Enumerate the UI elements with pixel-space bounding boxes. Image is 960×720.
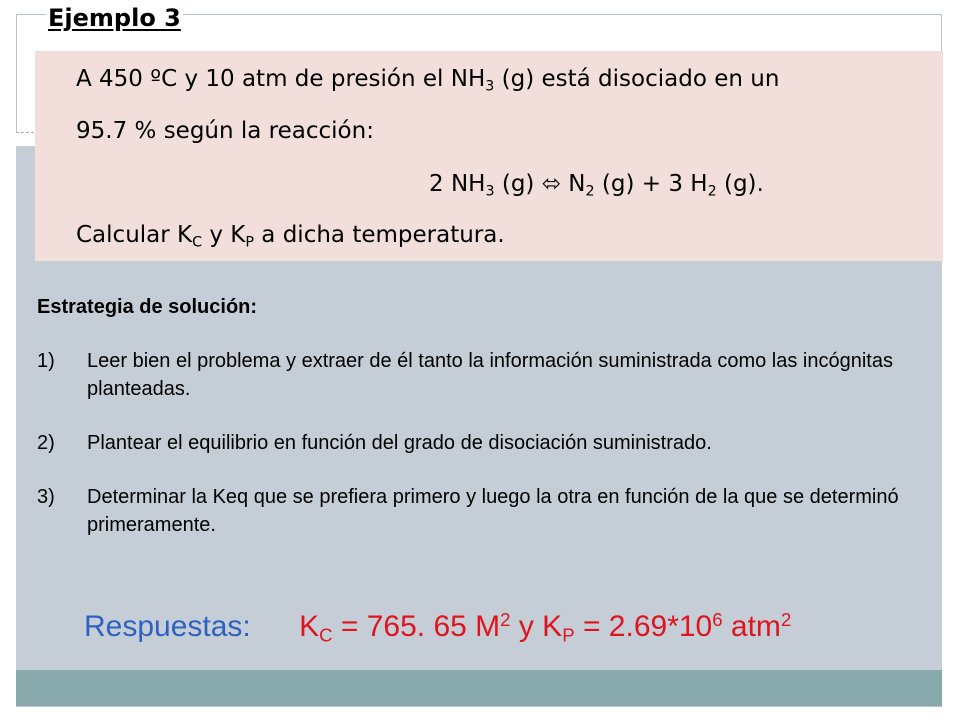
strategy-step (37, 429, 937, 457)
strategy-step (37, 483, 937, 539)
strategy-title: Estrategia de solución: (37, 296, 258, 318)
problem-box (35, 51, 943, 261)
strategy-step (37, 347, 937, 403)
step-number: 3) (37, 486, 55, 508)
problem-line-4: Calcular $K_C$ y $K_P$ a dicha temperatura. (76, 222, 505, 251)
step-text: Determinar la Keq que se prefiera primero y luego la otra en función de la que se determinó primeramente. (87, 486, 899, 536)
step-text: Plantear el equilibrio en función del grado de disociación suministrado. (87, 432, 712, 454)
slide-title: Ejemplo 3 (48, 4, 181, 32)
step-number: 1) (37, 350, 55, 372)
footer-band (16, 670, 942, 706)
reaction-equation: 2 $NH_3$ (g) ⬄ $N_2$ (g) + 3 $H_2$ (g). (429, 171, 764, 200)
problem-line-2: 95.7 % según la reacción: (76, 118, 374, 144)
answer-line (84, 610, 791, 644)
step-text: Leer bien el problema y extraer de él tanto la información suministrada como las incógnitas planteadas. (87, 350, 893, 400)
problem-line-1: A 450 ºC y 10 atm de presión el $NH_3$ (g) está disociado en un (76, 66, 780, 95)
answer-label: Respuestas: (84, 610, 251, 643)
strategy-section (37, 296, 937, 565)
bottom-border (16, 706, 942, 707)
step-number: 2) (37, 432, 55, 454)
answer-value: $K_C = 765$. 65 $M^2$ y $K_P = 2.69*10^6$ atm$^2$ (299, 608, 792, 646)
equilibrium-arrow-icon: ⬄ (541, 171, 561, 197)
